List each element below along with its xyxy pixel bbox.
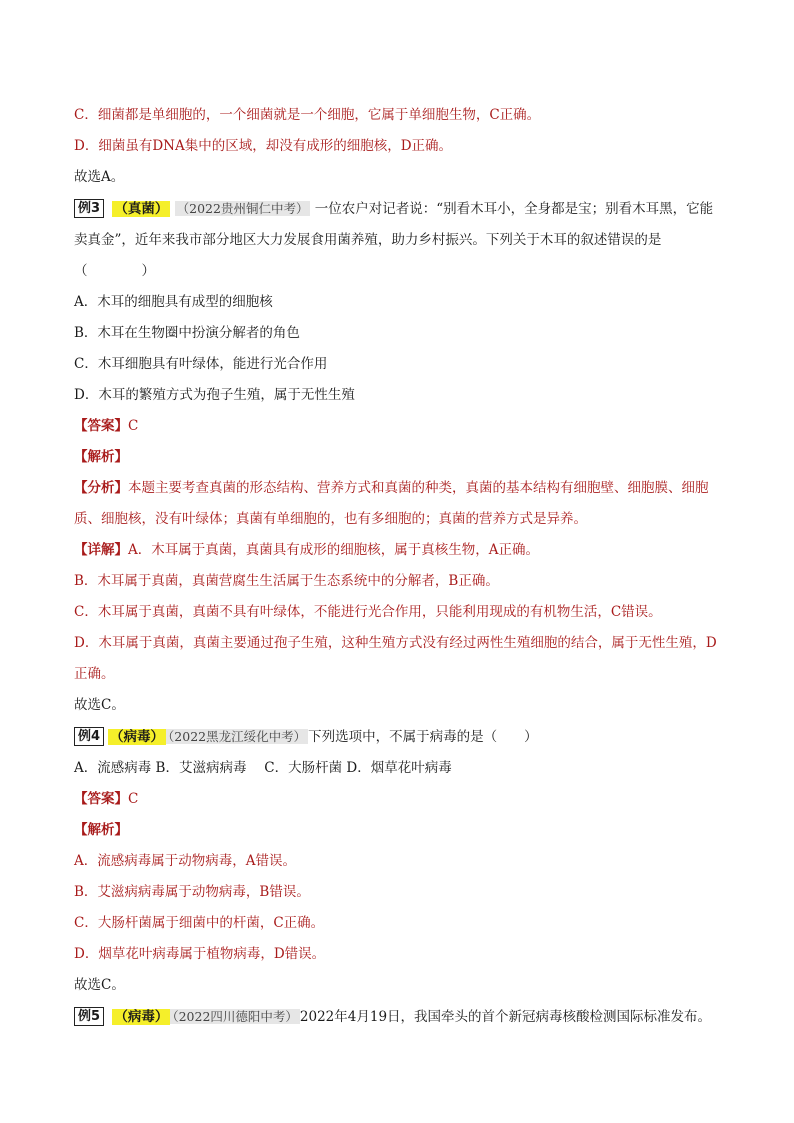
example-3-xiangjie-tag: 【详解】	[74, 542, 128, 558]
example-3-detail-a	[74, 535, 726, 566]
example-5-stem	[74, 1001, 726, 1033]
example-4-answer	[74, 784, 726, 815]
example-4-conclusion: 故选C。	[74, 977, 125, 993]
example-4-detail-c: C．大肠杆菌属于细菌中的杆菌，C正确。	[74, 915, 325, 931]
example-3-detail-d: D．木耳属于真菌，真菌主要通过孢子生殖，这种生殖方式没有经过两性生殖细胞的结合，属于无性生殖，D正确。	[74, 635, 717, 682]
example-4-label: 例4	[74, 727, 104, 746]
example-3-source: （2022贵州铜仁中考）	[176, 201, 309, 216]
example-4-answer-value: C	[128, 791, 139, 807]
prev-conclusion: 故选A。	[74, 169, 125, 185]
example-5-label: 例5	[74, 1007, 104, 1026]
example-3-detail-a-text: A．木耳属于真菌，真菌具有成形的细胞核，属于真核生物，A正确。	[128, 542, 539, 558]
example-4-detail-d: D．烟草花叶病毒属于植物病毒，D错误。	[74, 946, 326, 962]
example-3-detail-c: C．木耳属于真菌，真菌不具有叶绿体，不能进行光合作用，只能利用现成的有机物生活，C错误。	[74, 604, 662, 620]
prev-option-d: D．细菌虽有DNA集中的区域，却没有成形的细胞核，D正确。	[74, 138, 453, 154]
example-4-detail-b: B．艾滋病病毒属于动物病毒，B错误。	[74, 884, 310, 900]
prev-option-c: C．细菌都是单细胞的，一个细菌就是一个细胞，它属于单细胞生物，C正确。	[74, 107, 541, 123]
example-4-stem	[74, 721, 726, 753]
example-4-stem-text: 下列选项中，不属于病毒的是（ ）	[308, 729, 538, 745]
example-4-options: A．流感病毒 B．艾滋病病毒 C．大肠杆菌 D．烟草花叶病毒	[74, 760, 452, 776]
example-3-answer-tag: 【答案】	[74, 418, 128, 434]
example-3-stem-part2: 卖真金”，近年来我市部分地区大力发展食用菌养殖，助力乡村振兴。下列关于木耳的叙述错误的是	[74, 232, 662, 248]
example-3-option-c: C．木耳细胞具有叶绿体，能进行光合作用	[74, 356, 328, 372]
example-3-topic: （真菌）	[114, 201, 169, 217]
example-4-analysis-tag: 【解析】	[74, 822, 128, 838]
example-4-topic: （病毒）	[110, 729, 165, 745]
example-5-topic: （病毒）	[114, 1009, 169, 1025]
example-4-answer-tag: 【答案】	[74, 791, 128, 807]
example-3-blank: （ ）	[74, 263, 155, 279]
example-3-stem-line1	[74, 193, 726, 225]
example-4-detail-a: A．流感病毒属于动物病毒，A错误。	[74, 853, 296, 869]
example-3-analysis-tag: 【解析】	[74, 449, 128, 465]
example-3-stem-part1: 一位农户对记者说：“别看木耳小，全身都是宝；别看木耳黑，它能	[314, 201, 714, 217]
example-3-answer-value: C	[128, 418, 139, 434]
example-5-stem-text: 2022年4月19日，我国牵头的首个新冠病毒核酸检测国际标准发布。	[299, 1009, 712, 1025]
example-4-source: （2022黑龙江绥化中考）	[168, 729, 307, 744]
example-3-fenxi	[74, 473, 726, 535]
example-3-answer	[74, 411, 726, 442]
example-3-fenxi-text: 本题主要考查真菌的形态结构、营养方式和真菌的种类，真菌的基本结构有细胞壁、细胞膜、细胞质、细胞核，没有叶绿体；真菌有单细胞的，也有多细胞的；真菌的营养方式是异养。	[74, 480, 709, 527]
example-3-detail-b: B．木耳属于真菌，真菌营腐生生活属于生态系统中的分解者，B正确。	[74, 573, 499, 589]
example-3-fenxi-tag: 【分析】	[74, 480, 128, 496]
example-3-label: 例3	[74, 199, 104, 218]
example-5-source: （2022四川德阳中考）	[172, 1009, 298, 1024]
example-3-option-b: B．木耳在生物圈中扮演分解者的角色	[74, 325, 300, 341]
example-3-option-d: D．木耳的繁殖方式为孢子生殖，属于无性生殖	[74, 387, 355, 403]
example-3-conclusion: 故选C。	[74, 697, 125, 713]
example-3-option-a: A．木耳的细胞具有成型的细胞核	[74, 294, 273, 310]
document-page	[74, 100, 726, 1033]
